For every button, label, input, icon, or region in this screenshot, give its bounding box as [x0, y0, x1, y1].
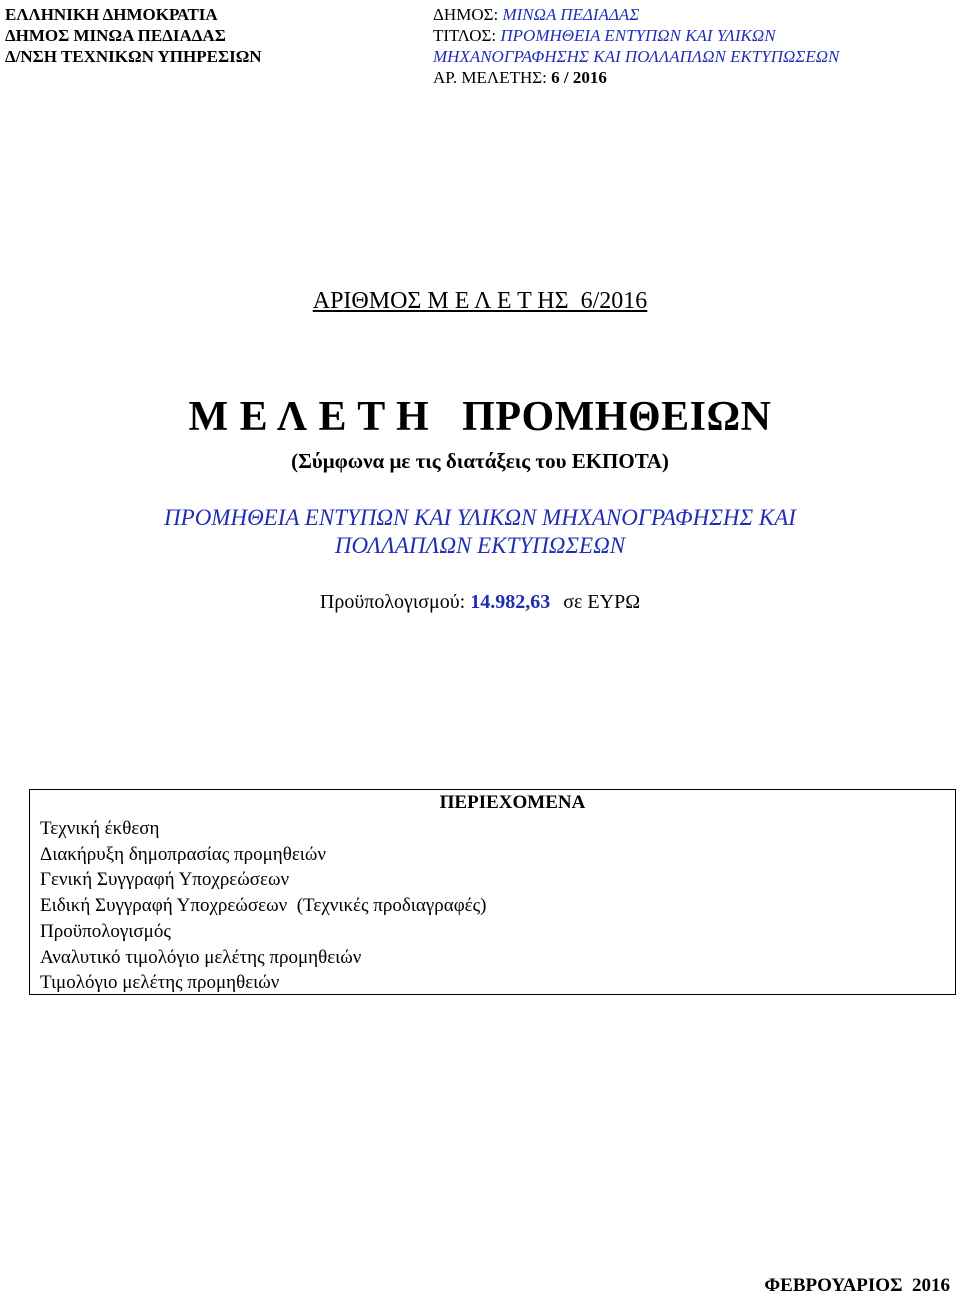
study-subject-line1: ΠΡΟΜΗΘΕΙΑ ΕΝΤΥΠΩΝ ΚΑΙ ΥΛΙΚΩΝ ΜΗΧΑΝΟΓΡΑΦΗΣΗΣ ΚΑΙ: [164, 505, 796, 530]
contents-item: Τεχνική έκθεση: [40, 818, 160, 839]
study-title: Μ Ε Λ Ε Τ Η ΠΡΟΜΗΘΕΙΩΝ: [188, 394, 772, 440]
budget-amount: 14.982,63: [470, 591, 551, 613]
contents-item: Τιμολόγιο μελέτης προμηθειών: [40, 972, 280, 994]
document-date: ΦΕΒΡΟΥΑΡΙΟΣ 2016: [764, 1275, 950, 1296]
budget-label: Προϋπολογισμού:: [319, 591, 466, 613]
municipality-row: [433, 4, 839, 25]
contents-item: Διακήρυξη δημοπρασίας προμηθειών: [40, 843, 327, 865]
study-subject-line2: ΠΟΛΛΑΠΛΩΝ ΕΚΤΥΠΩΣΕΩΝ: [334, 533, 626, 558]
issuer-header: [5, 4, 262, 67]
study-no-row: [433, 67, 839, 88]
issuer-department: Δ/ΝΣΗ ΤΕΧΝΙΚΩΝ ΥΠΗΡΕΣΙΩΝ: [5, 47, 262, 66]
issuer-country: ΕΛΛΗΝΙΚΗ ΔΗΜΟΚΡΑΤΙΑ: [5, 5, 218, 24]
contents-list: [30, 816, 955, 996]
municipality-label: ΔΗΜΟΣ:: [433, 5, 499, 24]
document-info-header: [433, 4, 839, 88]
title-label: ΤΙΤΛΟΣ:: [433, 26, 497, 45]
contents-item: Αναλυτικό τιμολόγιο μελέτης προμηθειών: [40, 946, 362, 968]
study-no-label: ΑΡ. ΜΕΛΕΤΗΣ:: [433, 68, 547, 87]
contents-title: ΠΕΡΙΕΧΟΜΕΝΑ: [439, 792, 586, 813]
study-subject: [0, 504, 960, 560]
contents-item: Ειδική Συγγραφή Υποχρεώσεων (Τεχνικές προδιαγραφές): [40, 895, 487, 917]
study-number-heading: ΑΡΙΘΜΟΣ Μ Ε Λ Ε Τ ΗΣ 6/2016: [312, 288, 648, 314]
budget-line: [0, 591, 960, 614]
title-row: [433, 25, 839, 46]
title-value-line2: ΜΗΧΑΝΟΓΡΑΦΗΣΗΣ ΚΑΙ ΠΟΛΛΑΠΛΩΝ ΕΚΤΥΠΩΣΕΩΝ: [433, 47, 840, 66]
issuer-municipality: ΔΗΜΟΣ ΜΙΝΩΑ ΠΕΔΙΑΔΑΣ: [5, 26, 226, 45]
budget-currency: σε ΕΥΡΩ: [563, 591, 641, 613]
study-subtitle: (Σύμφωνα με τις διατάξεις του ΕΚΠΟΤΑ): [291, 449, 669, 473]
contents-box: [29, 789, 956, 995]
contents-item: Γενική Συγγραφή Υποχρεώσεων: [40, 869, 290, 891]
title-value-line1: ΠΡΟΜΗΘΕΙΑ ΕΝΤΥΠΩΝ ΚΑΙ ΥΛΙΚΩΝ: [500, 26, 776, 45]
study-no-value: 6 / 2016: [551, 68, 607, 87]
municipality-value: ΜΙΝΩΑ ΠΕΔΙΑΔΑΣ: [502, 5, 640, 24]
contents-item: Προϋπολογισμός: [40, 920, 171, 942]
